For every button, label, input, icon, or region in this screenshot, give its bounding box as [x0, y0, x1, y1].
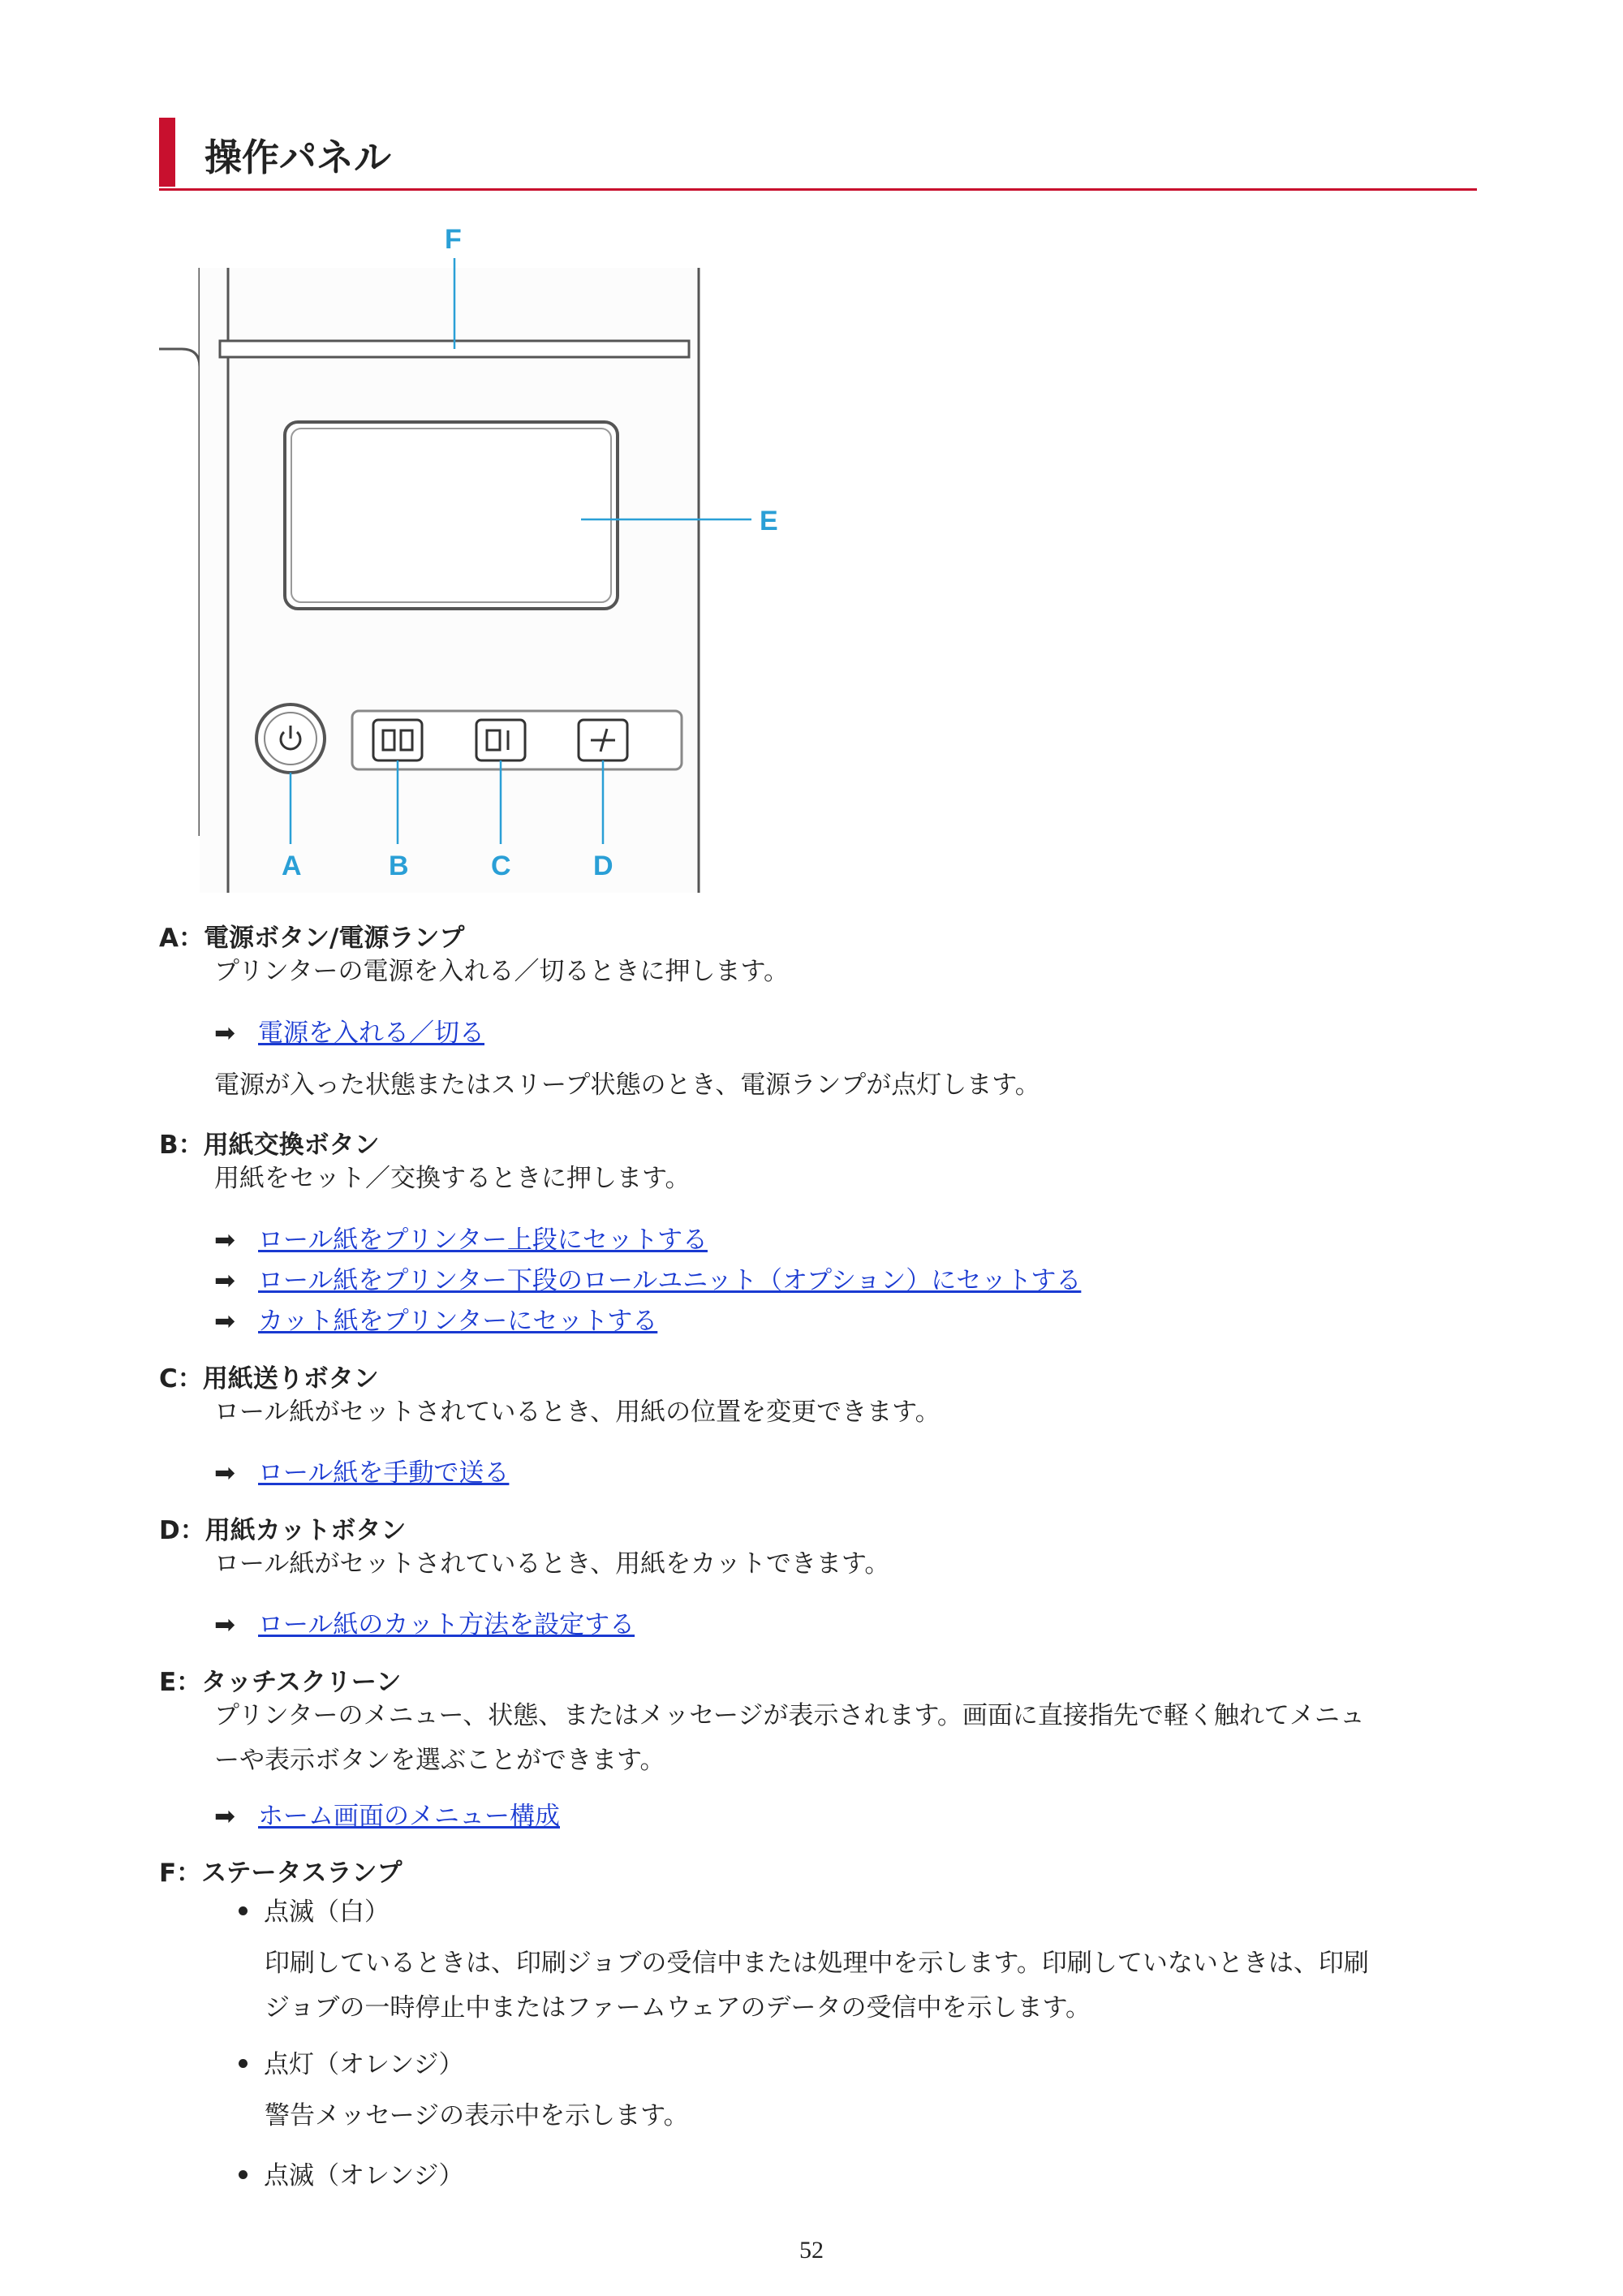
paper-feed-button: [476, 720, 525, 760]
callout-label-f: F: [445, 224, 462, 255]
bullet-text-line1: 印刷しているときは、印刷ジョブの受信中または処理中を示します。印刷していないときは、印刷: [265, 1949, 1369, 1978]
arrow-right-icon: ➡: [214, 1458, 235, 1488]
section-title-c: C：用紙送りボタン: [159, 1364, 379, 1394]
touch-screen: [285, 422, 618, 609]
arrow-right-icon: ➡: [214, 1307, 235, 1336]
link-item[interactable]: [214, 1219, 708, 1255]
link-roll-lower[interactable]: ロール紙をプリンター下段のロールユニット（オプション）にセットする: [258, 1266, 1082, 1295]
callout-label-d: D: [593, 851, 613, 881]
arrow-right-icon: ➡: [214, 1802, 235, 1831]
link-roll-upper[interactable]: ロール紙をプリンター上段にセットする: [258, 1226, 708, 1255]
link-item[interactable]: [214, 1795, 560, 1831]
bullet-icon: [239, 1906, 248, 1915]
bullet-label: 点滅（オレンジ）: [264, 2161, 464, 2190]
callout-label-b: B: [389, 851, 409, 881]
bullet-label: 点灯（オレンジ）: [264, 2050, 464, 2079]
arrow-right-icon: ➡: [214, 1226, 235, 1255]
page-heading: [159, 114, 1477, 191]
section-desc-e-line1: プリンターのメニュー、状態、またはメッセージが表示されます。画面に直接指先で軽く触れてメニュ: [214, 1701, 1365, 1730]
arrow-right-icon: ➡: [214, 1266, 235, 1295]
section-title-d: D：用紙カットボタン: [159, 1516, 407, 1545]
callout-label-c: C: [491, 851, 511, 881]
paper-cut-button: [579, 720, 627, 760]
list-item: [239, 1891, 390, 1928]
arrow-right-icon: ➡: [214, 1610, 235, 1639]
section-desc-e-line2: ーや表示ボタンを選ぶことができます。: [214, 1746, 665, 1775]
paper-replace-button: [373, 720, 422, 760]
bullet-text-line1: 警告メッセージの表示中を示します。: [265, 2101, 689, 2130]
power-button: [256, 704, 325, 773]
section-title-f: F：ステータスランプ: [159, 1859, 403, 1888]
heading-accent-bar: [159, 118, 175, 187]
callout-label-a: A: [282, 851, 302, 881]
link-item[interactable]: [214, 1300, 657, 1336]
section-desc-c: ロール紙がセットされているとき、用紙の位置を変更できます。: [214, 1398, 941, 1427]
section-desc-b: 用紙をセット／交換するときに押します。: [214, 1164, 691, 1193]
section-note-a: 電源が入った状態またはスリープ状態のとき、電源ランプが点灯します。: [214, 1070, 1040, 1100]
link-power-on-off[interactable]: 電源を入れる／切る: [258, 1019, 484, 1048]
page-title: 操作パネル: [204, 136, 391, 179]
link-item[interactable]: [214, 1260, 1081, 1295]
link-item[interactable]: [214, 1452, 509, 1488]
section-title-b: B：用紙交換ボタン: [159, 1131, 380, 1160]
bullet-icon: [239, 2059, 248, 2068]
section-desc-d: ロール紙がセットされているとき、用紙をカットできます。: [214, 1549, 890, 1579]
list-item: [239, 2044, 463, 2080]
operation-panel-illustration: [159, 219, 792, 893]
link-cut-sheet[interactable]: カット紙をプリンターにセットする: [258, 1307, 658, 1336]
page-number: 52: [799, 2237, 824, 2264]
link-item[interactable]: [214, 1012, 484, 1048]
bullet-text-line2: ジョブの一時停止中またはファームウェアのデータの受信中を示します。: [265, 1993, 1091, 2022]
bullet-label: 点滅（白）: [264, 1898, 390, 1927]
link-home-menu[interactable]: ホーム画面のメニュー構成: [258, 1802, 560, 1831]
list-item: [239, 2155, 463, 2191]
arrow-right-icon: ➡: [214, 1019, 235, 1048]
section-desc-a: プリンターの電源を入れる／切るときに押します。: [214, 957, 790, 986]
link-cut-method[interactable]: ロール紙のカット方法を設定する: [258, 1610, 635, 1639]
bullet-icon: [239, 2170, 248, 2179]
section-title-e: E：タッチスクリーン: [159, 1668, 402, 1697]
link-manual-feed[interactable]: ロール紙を手動で送る: [258, 1458, 510, 1488]
callout-label-e: E: [760, 506, 778, 536]
link-item[interactable]: [214, 1604, 635, 1639]
operation-panel-figure: [159, 219, 792, 893]
section-title-a: A：電源ボタン/電源ランプ: [159, 924, 465, 953]
